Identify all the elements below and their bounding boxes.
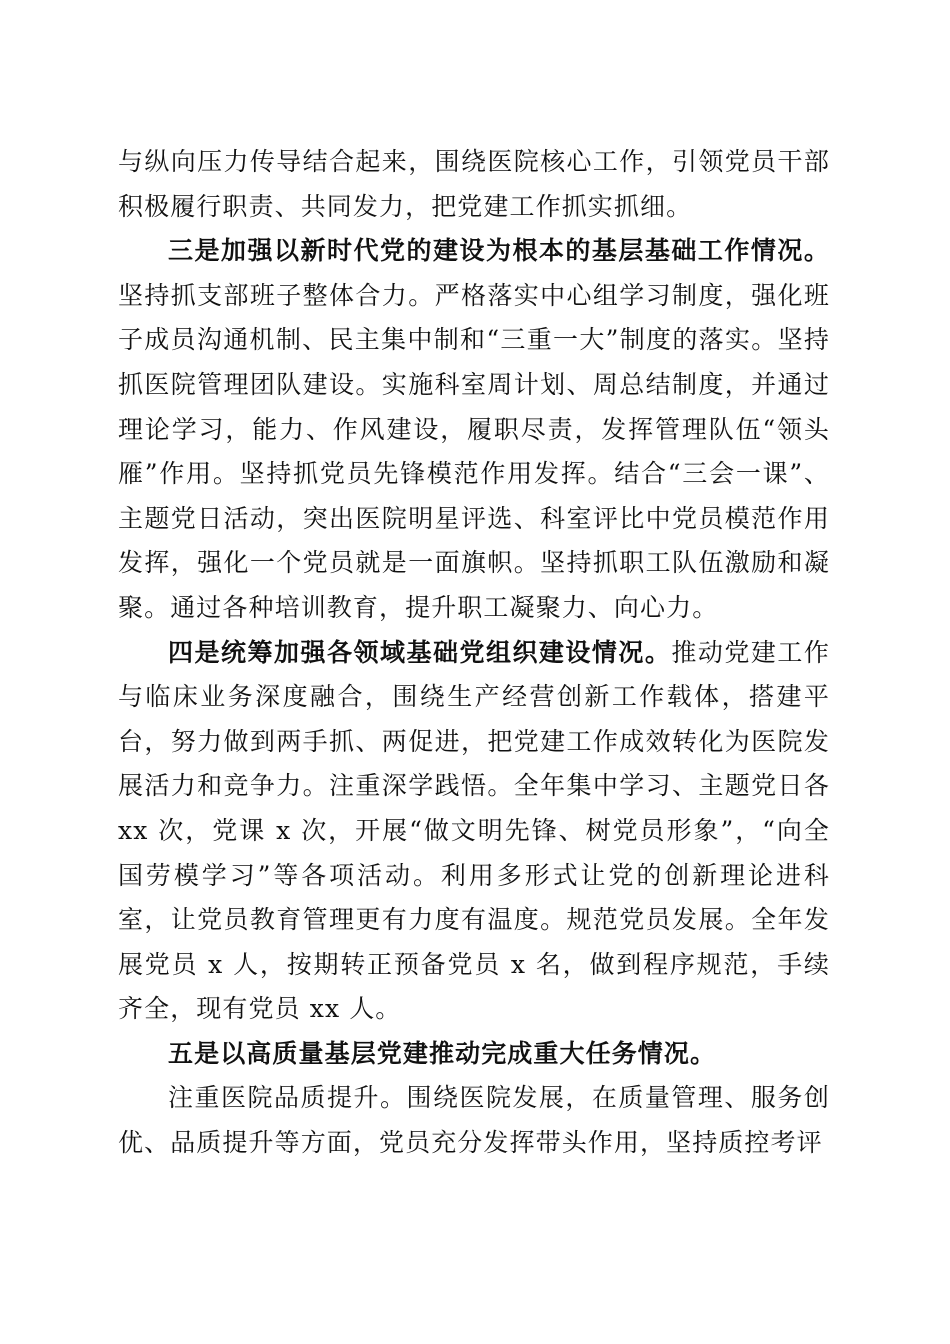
paragraph-body: 坚持抓支部班子整体合力。严格落实中心组学习制度，强化班子成员沟通机制、民主集中制和“三重一大”制度的落实。坚持抓医院管理团队建设。实施科室周计划、周总结制度，并通过理论学习，能力、作风建设，履职尽责，发挥管理队伍“领头雁”作用。坚持抓党员先锋模范作用发挥。结合“三会一课”、主题党日活动，突出医院明星评选、科室评比中党员模范作用发挥，强化一个党员就是一面旗帜。坚持抓职工队伍激励和凝聚。通过各种培训教育，提升职工凝聚力、向心力。 [118,280,830,622]
paragraph-section-four [118,631,830,1032]
document-body [118,140,830,1166]
paragraph-section-three [118,229,830,630]
section-four-heading: 四是统筹加强各领域基础党组织建设情况。 [168,637,672,667]
section-five-heading: 五是以高质量基层党建推动完成重大任务情况。 [168,1038,717,1068]
paragraph-section-five [118,1032,830,1077]
paragraph-continuation [118,140,830,229]
paragraph-body: 注重医院品质提升。围绕医院发展，在质量管理、服务创优、品质提升等方面，党员充分发挥带头作用，坚持质控考评 [118,1083,830,1158]
paragraph-body: 与纵向压力传导结合起来，围绕医院核心工作，引领党员干部积极履行职责、共同发力，把党建工作抓实抓细。 [118,147,830,221]
paragraph-body: 推动党建工作与临床业务深度融合，围绕生产经营创新工作载体，搭建平台，努力做到两手抓、两促进，把党建工作成效转化为医院发展活力和竞争力。注重深学践悟。全年集中学习、主题党日各 xx 次，党课 x 次，开展“做文明先锋、树党员形象”，“向全国劳模学习”等各项活动。利用多形式让党的创新理论进科室，让党员教育管理更有力度有温度。规范党员发展。全年发展党员 x 人，按期转正预备党员 x 名，做到程序规范，手续齐全，现有党员 xx 人。 [118,637,830,1024]
section-three-heading: 三是加强以新时代党的建设为根本的基层基础工作情况。 [168,236,830,266]
paragraph-quality [118,1076,830,1165]
